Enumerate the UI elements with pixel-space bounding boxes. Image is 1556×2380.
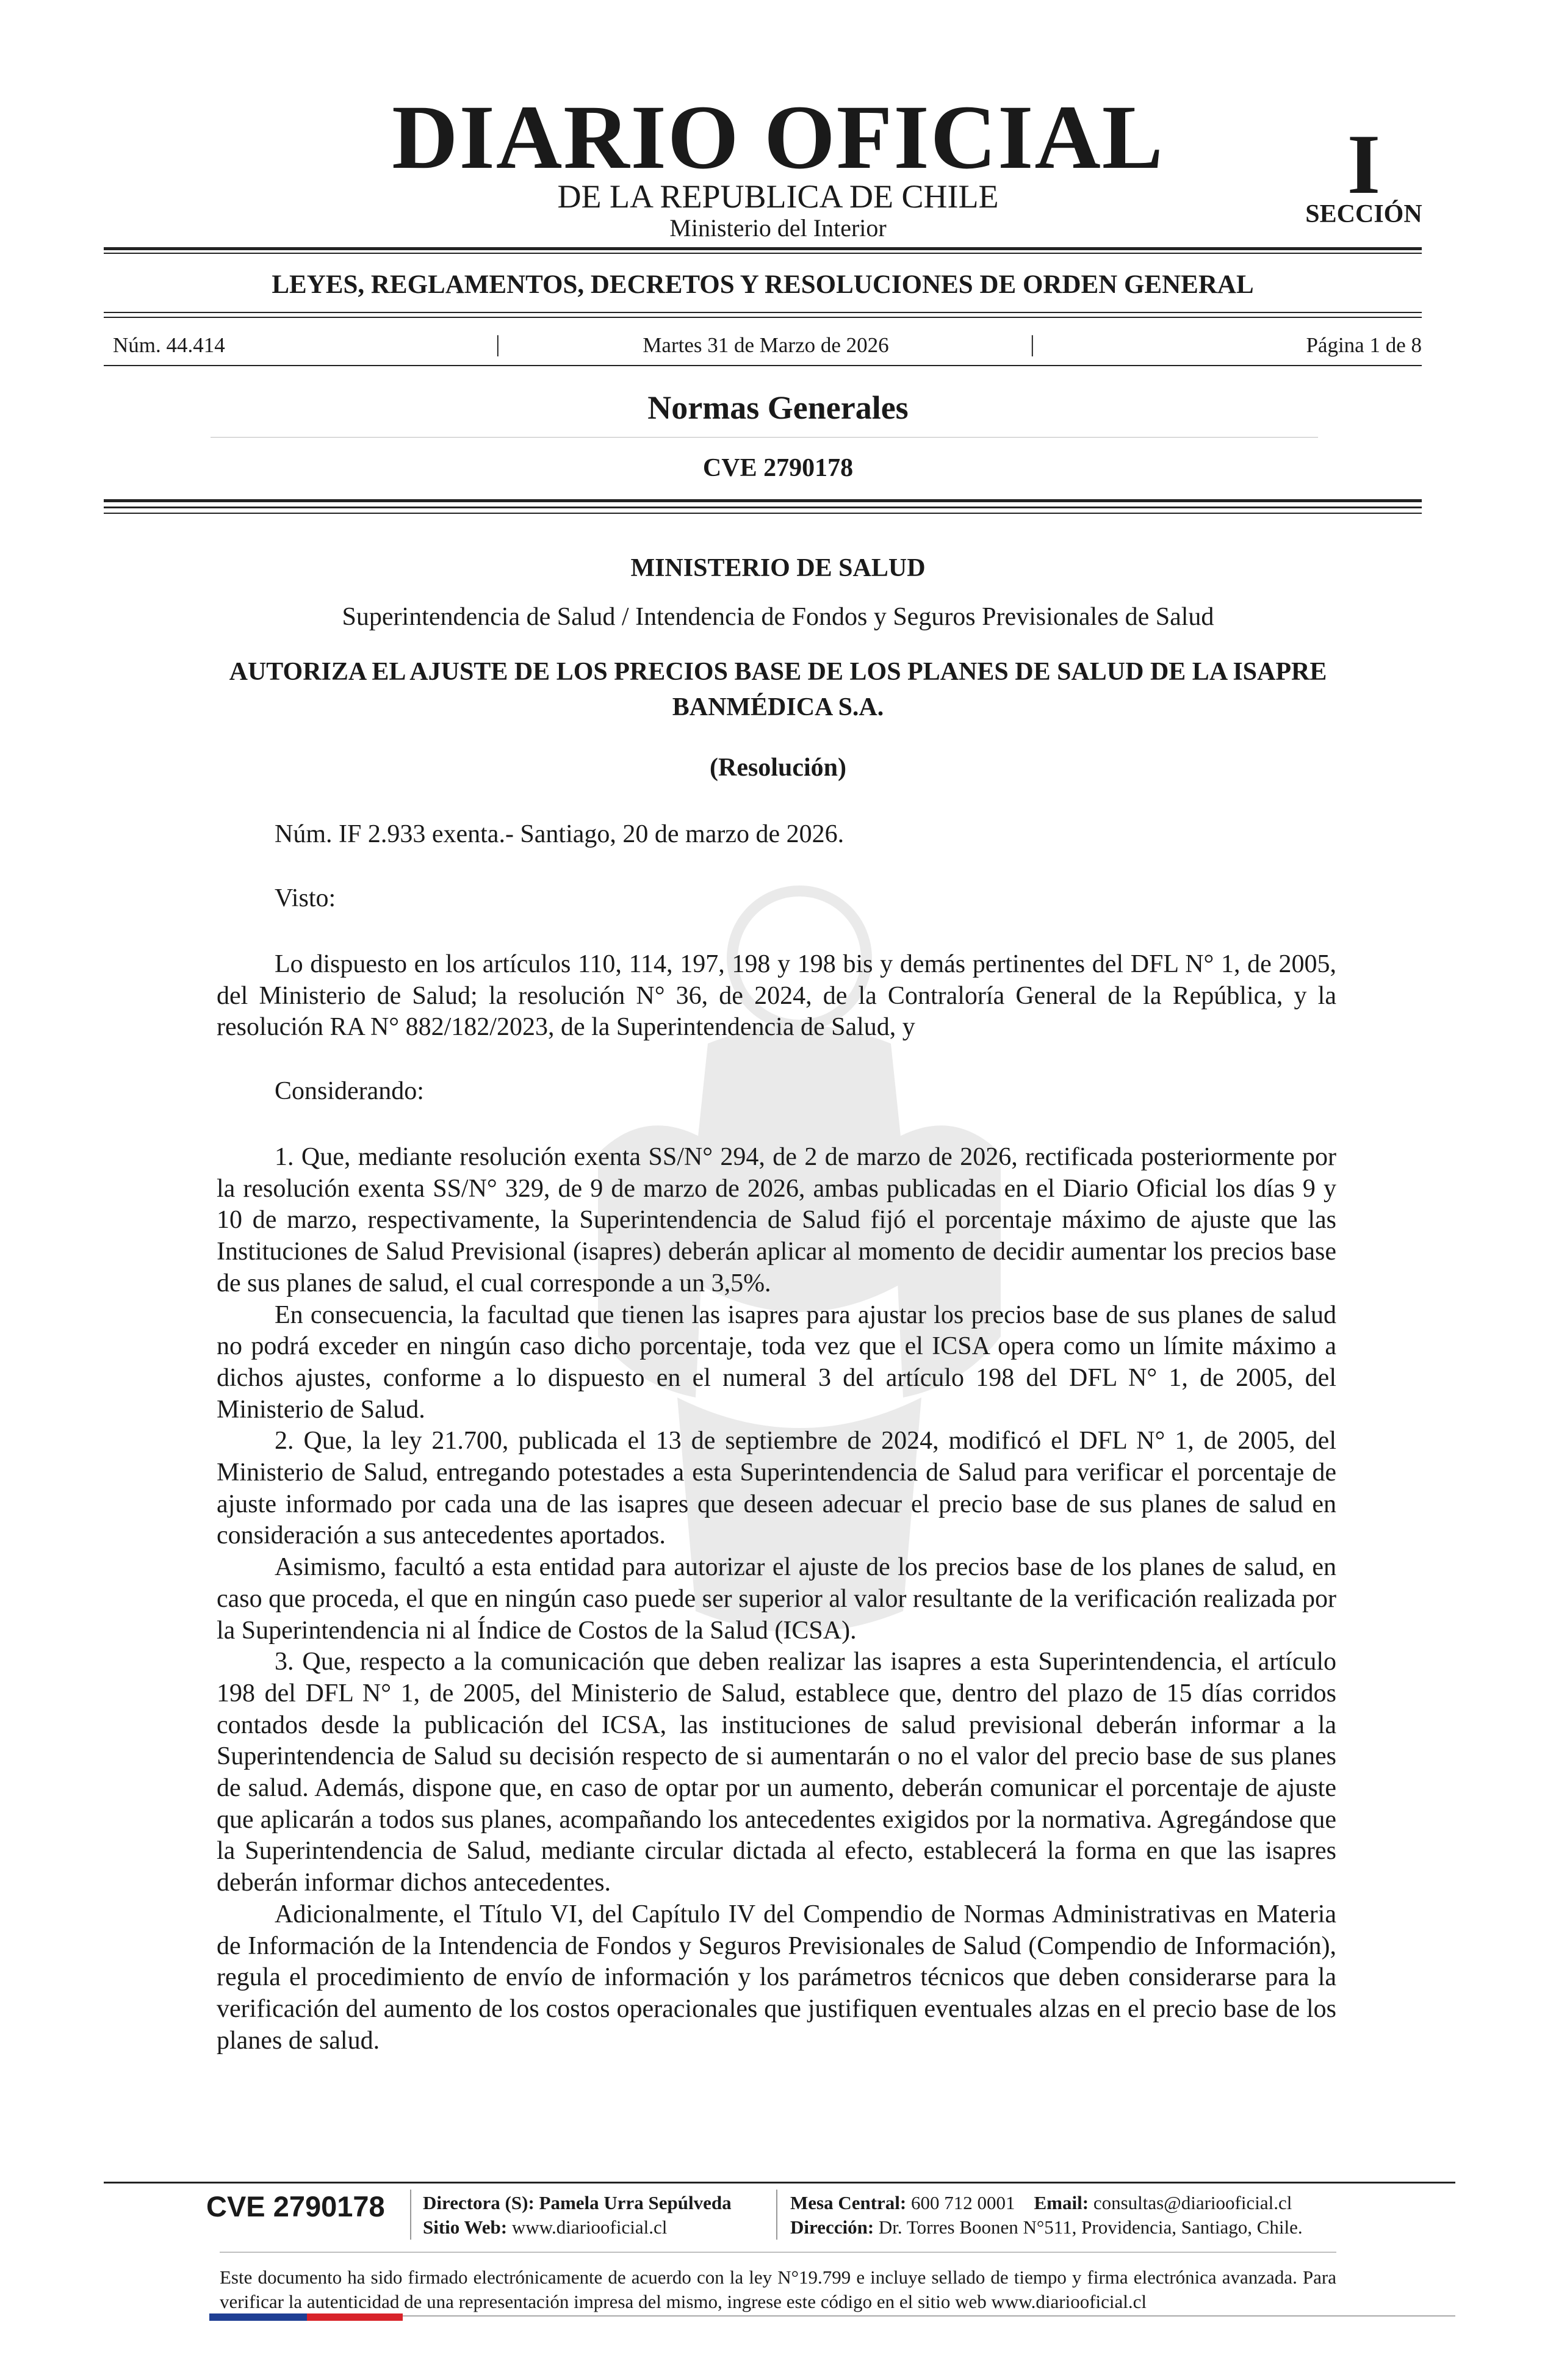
considerando-body xyxy=(217,1142,1336,2057)
footer-director-block xyxy=(423,2191,732,2240)
visto-label: Visto: xyxy=(275,884,336,912)
section-heading-rule xyxy=(211,437,1318,438)
email-label: Email: xyxy=(1034,2192,1089,2213)
newspaper-ministry: Ministerio del Interior xyxy=(669,214,887,242)
section-label: SECCIÓN xyxy=(1305,200,1422,228)
header-rule-1 xyxy=(104,499,1422,502)
paragraph: Asimismo, facultó a esta entidad para autorizar el ajuste de los precios base de los planes de salud, en caso que proceda, el que en ningún caso puede ser superior al valor resultante de la verificación realizada por la Superintendencia ni al Índice de Costos de la Salud (ICSA). xyxy=(217,1553,1336,1645)
paragraph: Lo dispuesto en los artículos 110, 114, 197, 198 y 198 bis y demás pertinentes del DFL N° 1, de 2005, del Ministerio de Salud; la resolución N° 36, de 2024, de la Contraloría General de la República, y la resolución RA N° 882/182/2023, de la Superintendencia de Salud, y xyxy=(217,950,1336,1042)
director-name: Pamela Urra Sepúlveda xyxy=(539,2192,732,2213)
resolution-number: Núm. IF 2.933 exenta.- Santiago, 20 de marzo de 2026. xyxy=(275,820,845,848)
footer-divider xyxy=(410,2190,411,2240)
newspaper-subtitle: DE LA REPUBLICA DE CHILE xyxy=(557,178,999,215)
paragraph: 1. Que, mediante resolución exenta SS/N° 294, de 2 de marzo de 2026, rectificada posteriormente por la resolución exenta SS/N° 329, de 9 de marzo de 2026, ambas publicadas en el Diario Oficial los días 9 y 10 de marzo, respectivamente, la Superintendencia de Salud fijó el porcentaje máximo de ajuste que las Instituciones de Salud Previsional (isapres) deberán aplicar al momento de decidir aumentar los precios base de sus planes de salud, el cual corresponde a un 3,5%. xyxy=(217,1143,1336,1297)
masthead-rule-thin xyxy=(104,253,1422,254)
meta-rule xyxy=(104,365,1422,366)
issue-date: Martes 31 de Marzo de 2026 xyxy=(643,333,889,357)
paragraph: En consecuencia, la facultad que tienen las isapres para ajustar los precios base de sus planes de salud no podrá exceder en ningún caso dicho porcentaje, toda vez que el ICSA opera como un límite máximo a dichos ajustes, conforme a lo dispuesto en el numeral 3 del artículo 198 del DFL N° 1, de 2005, del Ministerio de Salud. xyxy=(217,1300,1336,1424)
cve-code: CVE 2790178 xyxy=(702,454,854,482)
phone-label: Mesa Central: xyxy=(790,2192,907,2213)
section-number: I xyxy=(1347,117,1381,212)
address-value: Dr. Torres Boonen N°511, Providencia, Santiago, Chile. xyxy=(878,2216,1303,2238)
considerando-label: Considerando: xyxy=(275,1077,424,1105)
flag-stripe-red xyxy=(307,2313,403,2321)
email-link[interactable]: consultas@diariooficial.cl xyxy=(1093,2192,1292,2213)
issuing-ministry: MINISTERIO DE SALUD xyxy=(630,554,926,582)
section-heading: Normas Generales xyxy=(647,389,909,426)
footer-divider xyxy=(776,2190,777,2240)
resolution-title: AUTORIZA EL AJUSTE DE LOS PRECIOS BASE DE LOS PLANES DE SALUD DE LA ISAPRE BANMÉDICA S.A. xyxy=(229,658,1327,721)
footer-cve-code: CVE 2790178 xyxy=(206,2190,385,2223)
paragraph: Adicionalmente, el Título VI, del Capítulo IV del Compendio de Normas Administrativas en Materia de Información de la Intendencia de Fondos y Seguros Previsionales de Salud (Compendio de Información), regula el procedimiento de envío de información y los parámetros técnicos que deben considerarse para la verificación del aumento de los costos operacionales que justifiquen eventuales alzas en el precio base de los planes de salud. xyxy=(217,1900,1336,2055)
document-type: (Resolución) xyxy=(710,754,846,782)
footer-rule-top xyxy=(104,2182,1455,2183)
website-label: Sitio Web: xyxy=(423,2216,508,2238)
header-rule-2 xyxy=(104,507,1422,508)
category-heading: LEYES, REGLAMENTOS, DECRETOS Y RESOLUCIONES DE ORDEN GENERAL xyxy=(272,270,1254,299)
issuing-agency: Superintendencia de Salud / Intendencia de Fondos y Seguros Previsionales de Salud xyxy=(342,603,1214,631)
footer-contact-block xyxy=(790,2191,1303,2240)
category-rule-1 xyxy=(104,312,1422,313)
flag-stripe-blue xyxy=(209,2313,307,2321)
electronic-signature-note: Este documento ha sido firmado electrónicamente de acuerdo con la ley N°19.799 e incluye sellado de tiempo y firma electrónica avanzada. Para verificar la autenticidad de una representación impresa del mismo, ingrese este código en el sitio web www.diariooficial.cl xyxy=(220,2266,1336,2312)
masthead-rule-thick xyxy=(104,247,1422,250)
meta-separator: | xyxy=(495,331,500,357)
page-indicator: Página 1 de 8 xyxy=(1306,333,1422,357)
website-link[interactable]: www.diariooficial.cl xyxy=(511,2216,668,2238)
newspaper-title: DIARIO OFICIAL xyxy=(392,87,1164,188)
issue-number: Núm. 44.414 xyxy=(113,333,225,357)
paragraph: 3. Que, respecto a la comunicación que deben realizar las isapres a esta Superintendencia, el artículo 198 del DFL N° 1, de 2005, del Ministerio de Salud, establece que, dentro del plazo de 15 días corridos contados desde la publicación del ICSA, las instituciones de salud previsional deberán informar a la Superintendencia de Salud su decisión respecto de si aumentarán o no el valor del precio base de sus planes de salud. Además, dispone que, en caso de optar por un aumento, deberán comunicar el porcentaje de ajuste que aplicarán a todos sus planes, acompañando los antecedentes exigidos por la normativa. Agregándose que la Superintendencia de Salud, mediante circular dictada al efecto, establecerá la forma en que las isapres deberán informar dichos antecedentes. xyxy=(217,1648,1336,1897)
director-label: Directora (S): xyxy=(423,2192,535,2213)
paragraph: 2. Que, la ley 21.700, publicada el 13 de septiembre de 2024, modificó el DFL N° 1, de 2005, del Ministerio de Salud, entregando potestades a esta Superintendencia de Salud para verificar el porcentaje de ajuste informado por cada una de las isapres que deseen adecuar el precio base de sus planes de salud en consideración a sus antecedentes aportados. xyxy=(217,1427,1336,1550)
visto-paragraph xyxy=(217,949,1336,1044)
address-label: Dirección: xyxy=(790,2216,874,2238)
meta-separator: | xyxy=(1030,331,1035,357)
header-rule-3 xyxy=(104,513,1422,514)
category-rule-2 xyxy=(104,317,1422,318)
phone-number: 600 712 0001 xyxy=(911,2192,1015,2213)
